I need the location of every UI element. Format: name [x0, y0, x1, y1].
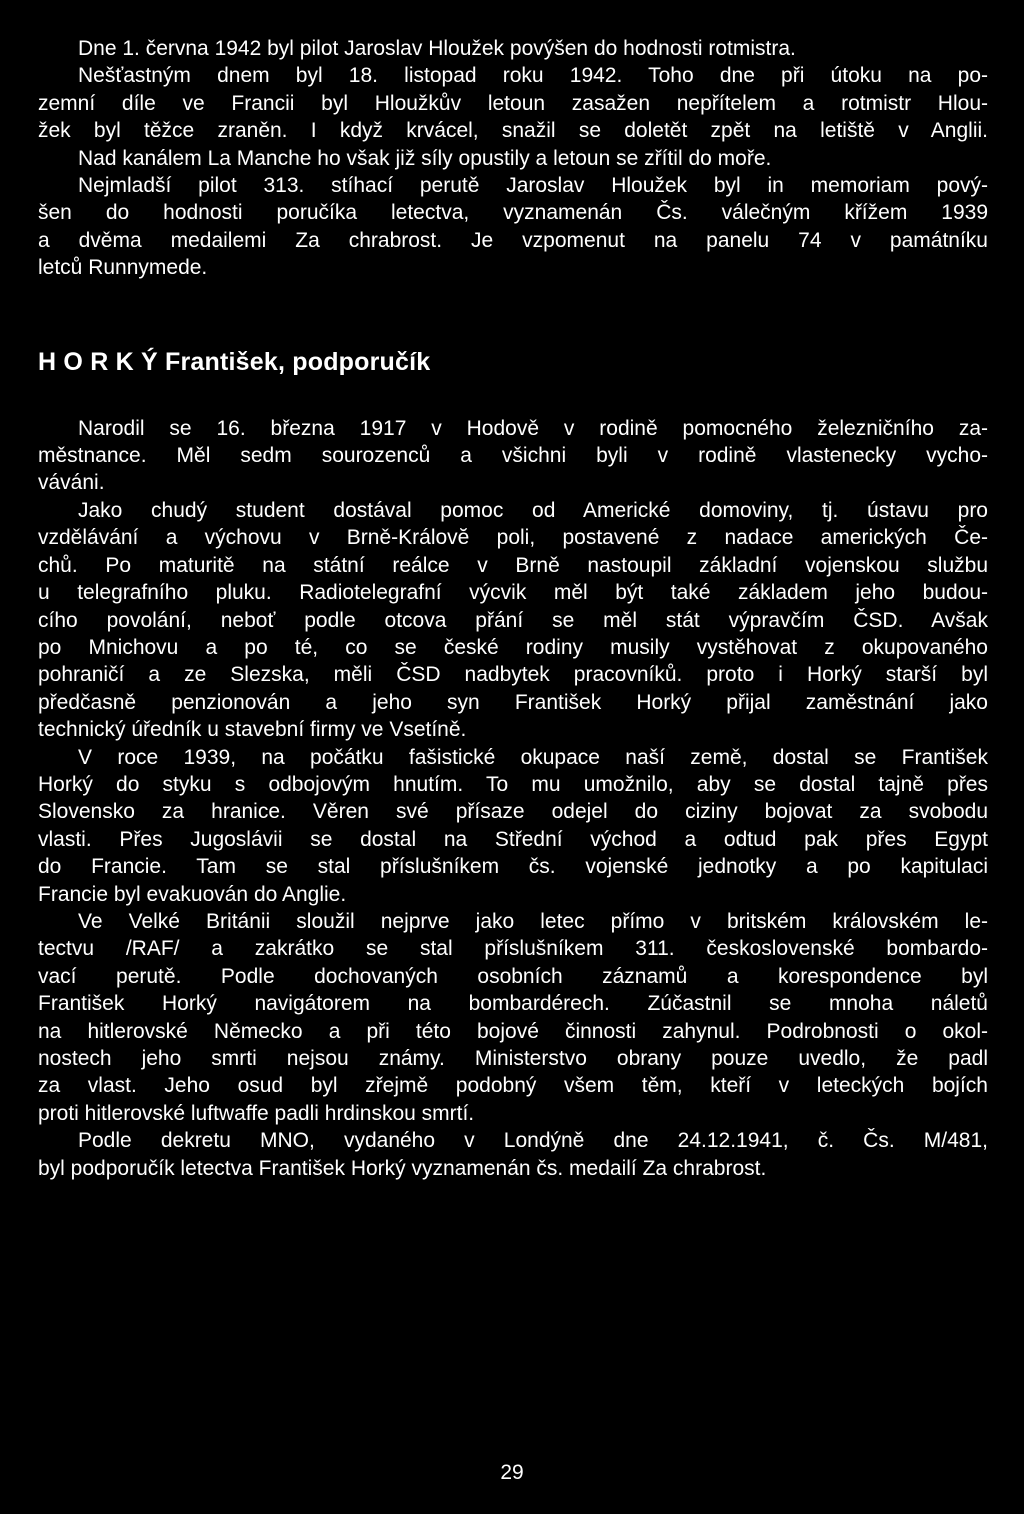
- text-line: nostech jeho smrti nejsou známy. Ministerstvo obrany pouze uvedlo, že padl: [38, 1047, 988, 1070]
- text-line: Podle dekretu MNO, vydaného v Londýně dne 24.12.1941, č. Čs. M/481,: [78, 1129, 988, 1153]
- text-line: vací perutě. Podle dochovaných osobních záznamů a korespondence byl: [38, 964, 988, 988]
- text-line: pohraničí a ze Slezska, měli ČSD nadbytek pracovníků. proto i Horký starší byl: [38, 663, 988, 687]
- text-line: po Mnichovu a po té, co se české rodiny musily vystěhovat z okupovaného: [38, 635, 988, 659]
- text-line: Nejmladší pilot 313. stíhací perutě Jaroslav Hloužek byl in memoriam pový-: [78, 174, 988, 198]
- paragraph-block-horky: [38, 415, 988, 1182]
- document-page: [38, 35, 988, 1182]
- text-line: Dne 1. června 1942 byl pilot Jaroslav Hloužek povýšen do hodnosti rotmistra.: [78, 37, 796, 60]
- text-line: proti hitlerovské luftwaffe padli hrdinskou smrtí.: [38, 1101, 475, 1125]
- text-line: žek byl těžce zraněn. I když krvácel, snažil se doletět zpět na letiště v Anglii.: [38, 119, 988, 143]
- text-line: vlasti. Přes Jugoslávii se dostal na Střední východ a odtud pak přes Egypt: [38, 827, 988, 851]
- text-line: František Horký navigátorem na bombardérech. Zúčastnil se mnoha náletů: [38, 992, 988, 1016]
- text-line: na hitlerovské Německo a při této bojové činnosti zahynul. Podrobnosti o okol-: [38, 1019, 988, 1043]
- spacer: [38, 378, 988, 415]
- text-line: za vlast. Jeho osud byl zřejmě podobný všem těm, kteří v leteckých bojích: [38, 1074, 988, 1098]
- text-line: do Francie. Tam se stal příslušníkem čs. vojenské jednotky a po kapitulaci: [38, 855, 988, 879]
- text-line: zemní díle ve Francii byl Hloužkův letoun zasažen nepřítelem a rotmistr Hlou-: [38, 91, 988, 115]
- text-line: chů. Po maturitě na státní reálce v Brně nastoupil základní vojenskou službu: [38, 553, 988, 577]
- text-line: městnance. Měl sedm sourozenců a všichni byli v rodině vlastenecky vycho-: [38, 444, 988, 468]
- text-line: Ve Velké Británii sloužil nejprve jako letec přímo v britském královském le-: [78, 909, 988, 933]
- text-line: vzdělávání a výchovu v Brně-Královĕ poli, postavené z nadace amerických Če-: [38, 526, 988, 550]
- text-line: předčasně penzionován a jeho syn František Horký přijal zaměstnání jako: [38, 690, 988, 714]
- text-line: Horký do styku s odbojovým hnutím. To mu umožnilo, aby se dostal tajně přes: [38, 772, 988, 796]
- text-line: Francie byl evakuován do Anglie.: [38, 882, 347, 906]
- text-line: Nad kanálem La Manche ho však již síly opustily a letoun se zřítil do moře.: [78, 146, 772, 170]
- text-line: V roce 1939, na počátku fašistické okupace naší země, dostal se František: [78, 745, 988, 769]
- text-line: šen do hodnosti poručíka letectva, vyznamenán Čs. válečným křížem 1939: [38, 201, 988, 225]
- text-line: Slovensko za hranice. Věren své přísaze odejel do ciziny bojovat za svobodu: [38, 800, 988, 824]
- text-line: váváni.: [38, 471, 105, 495]
- text-line: byl podporučík letectva František Horký vyznamenán čs. medailí Za chrabrost.: [38, 1156, 767, 1180]
- spacer: [38, 282, 988, 346]
- text-line: technický úředník u stavební firmy ve Vsetíně.: [38, 718, 467, 742]
- text-line: a dvěma medailemi Za chrabrost. Je vzpomenut na panelu 74 v památníku: [38, 228, 988, 252]
- text-line: Jako chudý student dostával pomoc od Americké domoviny, tj. ústavu pro: [78, 498, 988, 522]
- page-number: 29: [500, 1461, 524, 1484]
- paragraph-block-hlouzek: [38, 35, 988, 282]
- text-line: Nešťastným dnem byl 18. listopad roku 1942. Toho dne při útoku na po-: [78, 64, 988, 88]
- text-line: tectvu /RAF/ a zakrátko se stal příslušníkem 311. československé bombardo-: [38, 937, 988, 961]
- section-heading: H O R K Ý František, podporučík: [38, 347, 431, 376]
- text-line: letců Runnymede.: [38, 256, 208, 280]
- text-line: cího povolání, neboť podle otcova přání se měl stát výpravčím ČSD. Avšak: [38, 608, 988, 632]
- text-line: Narodil se 16. března 1917 v Hodově v rodině pomocného železničního za-: [78, 416, 988, 440]
- text-line: u telegrafního pluku. Radiotelegrafní výcvik měl být také základem jeho budou-: [38, 581, 988, 605]
